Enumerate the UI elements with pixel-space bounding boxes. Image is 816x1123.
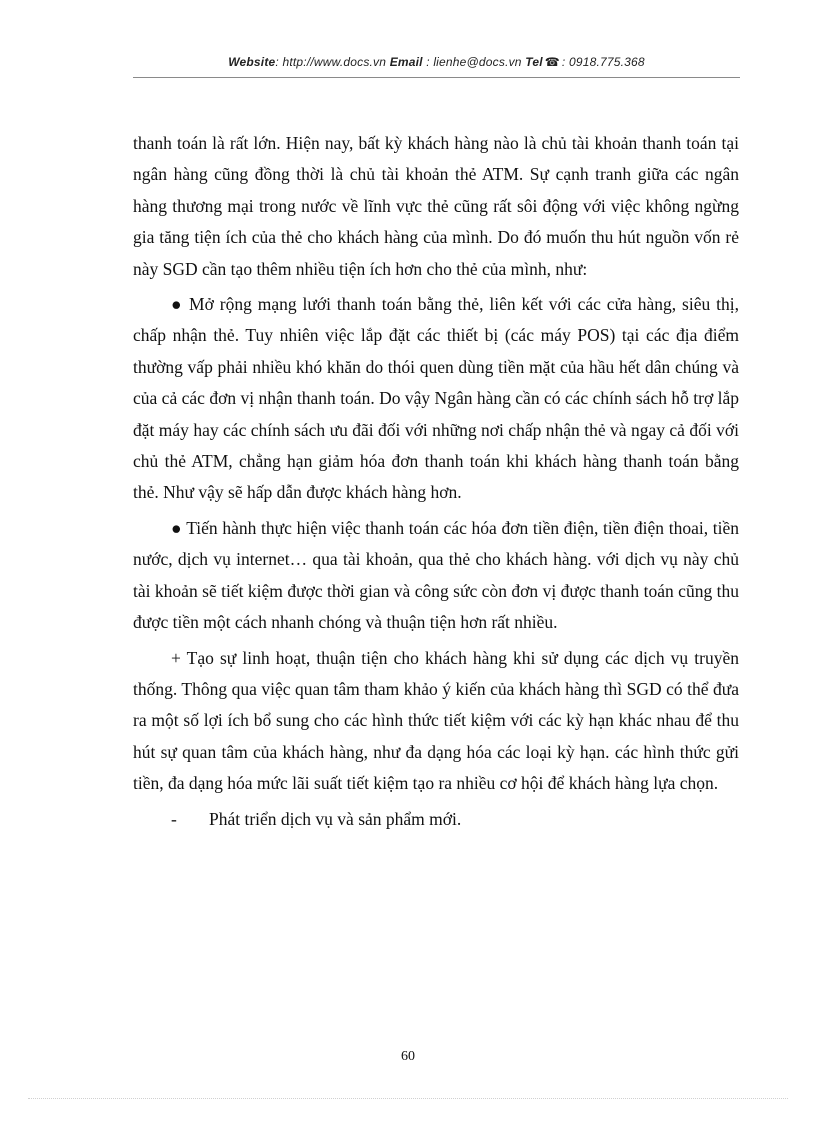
tel-value: : 0918.775.368 [561,55,645,69]
page-content [133,128,739,835]
website-label: Website [228,55,276,69]
paragraph-4: + Tạo sự linh hoạt, thuận tiện cho khách hàng khi sử dụng các dịch vụ truyền thống. Thông qua việc quan tâm tham khảo ý kiến của khách hàng thì SGD có thể đưa ra một số lợi ích bổ sung cho các hình thức tiết kiệm với các kỳ hạn khác nhau để thu hút sự quan tâm của khách hàng, như đa dạng hóa các loại kỳ hạn. các hình thức gửi tiền, đa dạng hóa mức lãi suất tiết kiệm tạo ra nhiều cơ hội để khách hàng lựa chọn. [133,647,739,794]
email-value: : lienhe@docs.vn [426,55,522,69]
dash-marker: - [171,808,177,829]
email-label: Email [389,55,423,69]
bottom-divider [28,1098,788,1099]
phone-icon: ☎ [544,55,560,69]
paragraph-1: thanh toán là rất lớn. Hiện nay, bất kỳ khách hàng nào là chủ tài khoản thanh toán tại ngân hàng cũng đồng thời là chủ tài khoản thẻ ATM. Sự cạnh tranh giữa các ngân hàng thương mại trong nước về lĩnh vực thẻ cũng rất sôi động với việc không ngừng gia tăng tiện ích của thẻ cho khách hàng của mình. Do đó muốn thu hút nguồn vốn rẻ này SGD cần tạo thêm nhiều tiện ích hơn cho thẻ của mình, như: [133,133,739,279]
website-value: : http://www.docs.vn [275,55,387,69]
tel-label: Tel [525,55,543,69]
page-number: 60 [401,1049,415,1064]
list-item-text: Phát triển dịch vụ và sản phẩm mới. [209,808,462,829]
paragraph-3: ● Tiến hành thực hiện việc thanh toán các hóa đơn tiền điện, tiền điện thoai, tiền nước, dịch vụ internet… qua tài khoản, qua thẻ cho khách hàng. với dịch vụ này chủ tài khoản sẽ tiết kiệm được thời gian và công sức còn đơn vị được thanh toán cũng thu được tiền một cách nhanh chóng và thuận tiện hơn rất nhiều. [133,517,739,633]
page-header [133,55,740,78]
list-item-dash [133,804,739,835]
paragraph-2: ● Mở rộng mạng lưới thanh toán bằng thẻ, liên kết với các cửa hàng, siêu thị, chấp nhận thẻ. Tuy nhiên việc lắp đặt các thiết bị (các máy POS) tại các địa điểm thường vấp phải nhiều khó khăn do thói quen dùng tiền mặt của hầu hết dân chúng và của cả các đơn vị nhận thanh toán. Do vậy Ngân hàng cần có các chính sách hỗ trợ lắp đặt máy hay các chính sách ưu đãi đối với những nơi chấp nhận thẻ và ngay cả đối với chủ thẻ ATM, chẳng hạn giảm hóa đơn thanh toán khi khách hàng thanh toán bằng thẻ. Như vậy sẽ hấp dẫn được khách hàng hơn. [133,294,739,503]
